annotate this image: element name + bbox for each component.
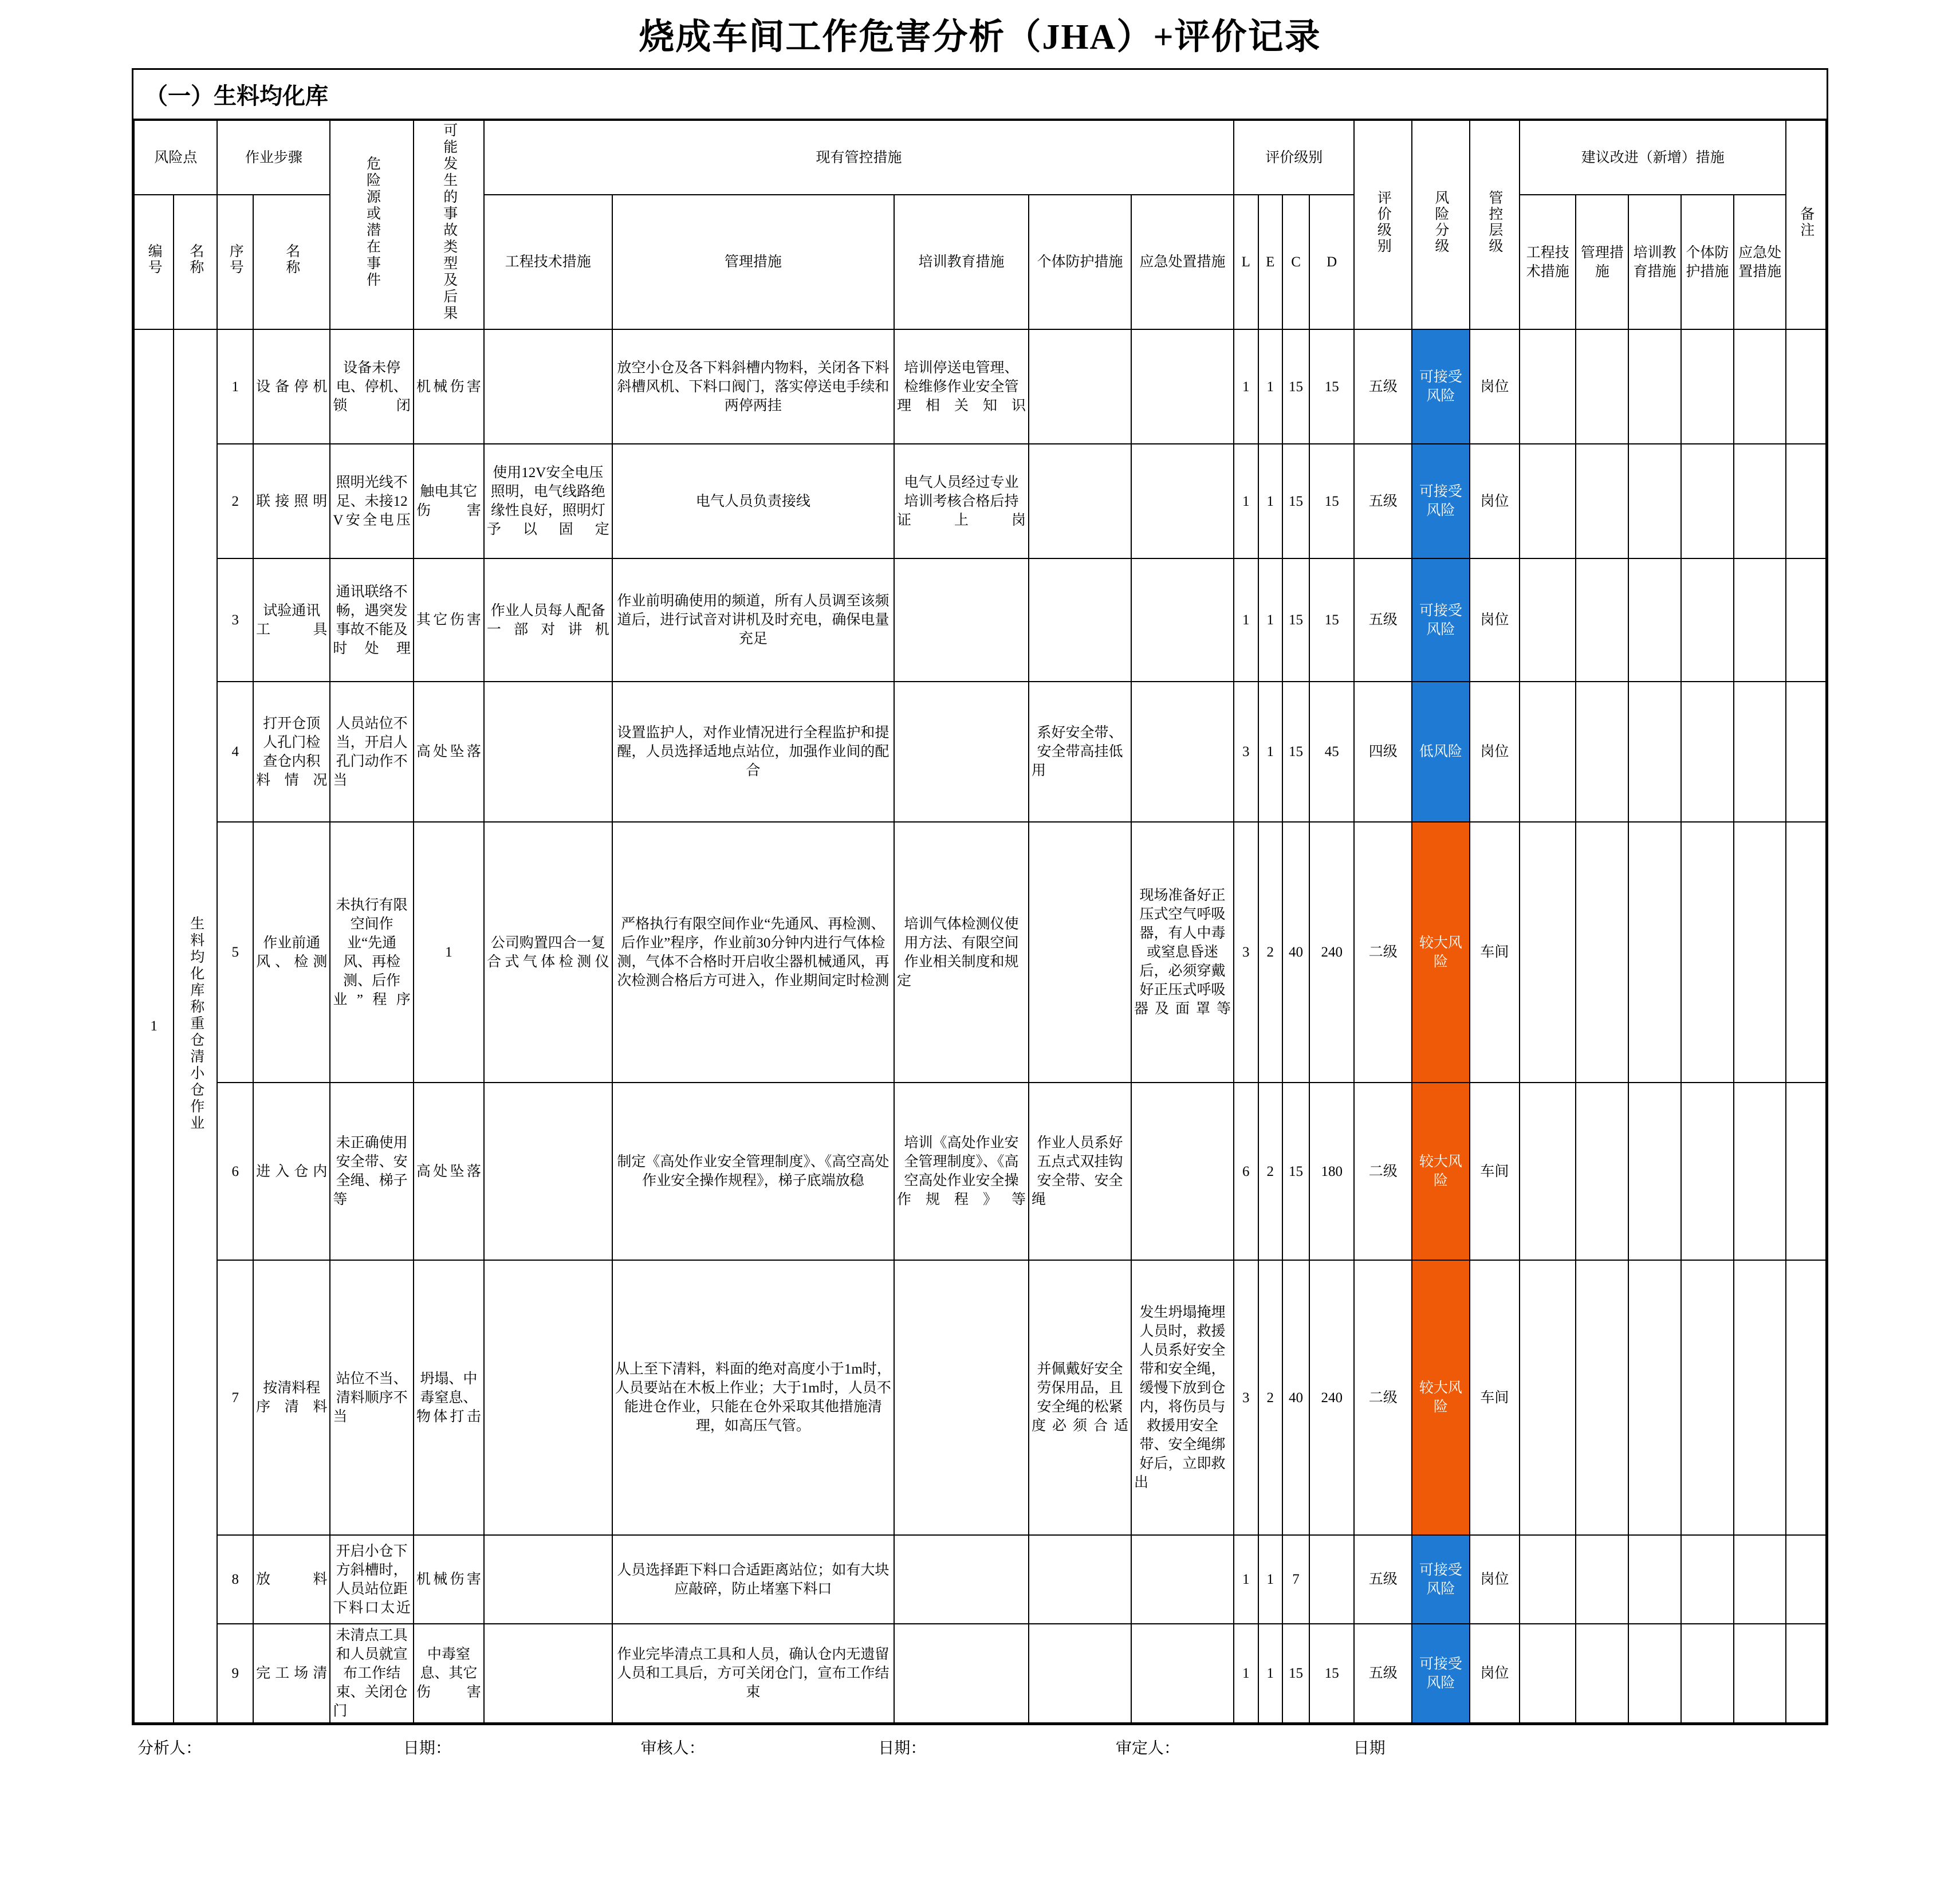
header-step-name (253, 195, 330, 329)
header-control-level (1470, 120, 1520, 329)
eval-level: 五级 (1354, 558, 1412, 682)
imp-training (1628, 558, 1681, 682)
value-C: 15 (1282, 1083, 1309, 1260)
remark (1786, 558, 1826, 682)
management-measure: 电气人员负责接线 (612, 444, 894, 558)
risk-grade-badge: 较大风险 (1412, 1260, 1470, 1535)
training-measure (894, 1260, 1029, 1535)
header-imp-ppe: 个体防护措施 (1681, 195, 1734, 329)
imp-ppe (1681, 558, 1734, 682)
value-E: 1 (1258, 329, 1283, 444)
table-row (134, 1083, 1826, 1260)
jha-sheet (132, 68, 1828, 1725)
imp-engineering (1520, 1083, 1576, 1260)
imp-management (1576, 822, 1628, 1083)
imp-ppe (1681, 1624, 1734, 1723)
header-improvements: 建议改进（新增）措施 (1520, 120, 1786, 195)
imp-training (1628, 444, 1681, 558)
remark (1786, 1535, 1826, 1624)
control-level: 岗位 (1470, 444, 1520, 558)
ppe-measure (1029, 1624, 1131, 1723)
header-step-name-label: 名称 (284, 243, 300, 276)
approver-date-label: 日期 (1353, 1740, 1386, 1757)
imp-emergency (1734, 329, 1786, 444)
header-risk-point: 风险点 (134, 120, 217, 195)
value-L: 1 (1234, 444, 1258, 558)
header-management: 管理措施 (612, 195, 894, 329)
step-no: 8 (217, 1535, 253, 1624)
engineering-measure: 使用12V安全电压照明，电气线路绝缘性良好，照明灯予以固定 (484, 444, 612, 558)
header-step-no-label: 序号 (227, 243, 243, 276)
training-measure (894, 682, 1029, 822)
imp-ppe (1681, 329, 1734, 444)
imp-management (1576, 1535, 1628, 1624)
eval-level: 五级 (1354, 1535, 1412, 1624)
imp-ppe (1681, 1260, 1734, 1535)
value-E: 2 (1258, 1083, 1283, 1260)
value-L: 1 (1234, 1624, 1258, 1723)
ppe-measure (1029, 329, 1131, 444)
training-measure: 培训《高处作业安全管理制度》、《高空高处作业安全操作规程》等 (894, 1083, 1029, 1260)
value-C: 40 (1282, 1260, 1309, 1535)
header-eval-group: 评价级别 (1234, 120, 1354, 195)
table-row (134, 558, 1826, 682)
ppe-measure: 作业人员系好五点式双挂钩安全带、安全绳 (1029, 1083, 1131, 1260)
step-no: 5 (217, 822, 253, 1083)
risk-grade-badge: 可接受风险 (1412, 1624, 1470, 1723)
value-D: 15 (1309, 444, 1354, 558)
remark (1786, 329, 1826, 444)
risk-grade-badge: 较大风险 (1412, 822, 1470, 1083)
risk-grade-badge: 可接受风险 (1412, 558, 1470, 682)
value-C: 15 (1282, 444, 1309, 558)
risk-grade-badge: 可接受风险 (1412, 1535, 1470, 1624)
imp-engineering (1520, 822, 1576, 1083)
eval-level: 二级 (1354, 1260, 1412, 1535)
engineering-measure (484, 1083, 612, 1260)
table-row (134, 329, 1826, 444)
emergency-measure (1131, 1083, 1234, 1260)
value-D (1309, 1535, 1354, 1624)
value-D: 45 (1309, 682, 1354, 822)
step-no: 9 (217, 1624, 253, 1723)
imp-engineering (1520, 682, 1576, 822)
hazard: 人员站位不当，开启人孔门动作不当 (330, 682, 413, 822)
imp-engineering (1520, 1260, 1576, 1535)
table-row (134, 444, 1826, 558)
header-risk-point-name-label: 名称 (187, 243, 203, 276)
engineering-measure (484, 1624, 612, 1723)
engineering-measure (484, 682, 612, 822)
control-level: 岗位 (1470, 329, 1520, 444)
hazard: 照明光线不足、未接12V安全电压 (330, 444, 413, 558)
training-measure: 电气人员经过专业培训考核合格后持证上岗 (894, 444, 1029, 558)
step-name: 放料 (253, 1535, 330, 1624)
eval-level: 二级 (1354, 822, 1412, 1083)
imp-training (1628, 1083, 1681, 1260)
hazard: 开启小仓下方斜槽时，人员站位距下料口太近 (330, 1535, 413, 1624)
step-no: 6 (217, 1083, 253, 1260)
value-D: 15 (1309, 329, 1354, 444)
value-L: 3 (1234, 682, 1258, 822)
engineering-measure (484, 1260, 612, 1535)
remark (1786, 1624, 1826, 1723)
imp-management (1576, 329, 1628, 444)
eval-level: 五级 (1354, 329, 1412, 444)
header-eval-level-label: 评价级别 (1375, 190, 1391, 254)
accident-type: 中毒窒息、其它伤害 (414, 1624, 484, 1723)
imp-management (1576, 1083, 1628, 1260)
step-name: 进入仓内 (253, 1083, 330, 1260)
reviewer-label: 审核人： (640, 1740, 705, 1757)
imp-ppe (1681, 1083, 1734, 1260)
hazard: 未清点工具和人员就宣布工作结束、关闭仓门 (330, 1624, 413, 1723)
header-training: 培训教育措施 (894, 195, 1029, 329)
step-name: 联接照明 (253, 444, 330, 558)
value-D: 180 (1309, 1083, 1354, 1260)
header-imp-training: 培训教育措施 (1628, 195, 1681, 329)
value-D: 240 (1309, 1260, 1354, 1535)
risk-grade-badge: 较大风险 (1412, 1083, 1470, 1260)
header-risk-point-no (134, 195, 174, 329)
accident-type: 机械伤害 (414, 329, 484, 444)
table-row (134, 1535, 1826, 1624)
accident-type: 机械伤害 (414, 1535, 484, 1624)
step-no: 7 (217, 1260, 253, 1535)
step-no: 3 (217, 558, 253, 682)
header-risk-grade-label: 风险分级 (1432, 190, 1449, 254)
step-name: 按清料程序清料 (253, 1260, 330, 1535)
accident-type: 坍塌、中毒窒息、物体打击 (414, 1260, 484, 1535)
remark (1786, 1260, 1826, 1535)
imp-emergency (1734, 1260, 1786, 1535)
step-no: 4 (217, 682, 253, 822)
management-measure: 作业完毕清点工具和人员，确认仓内无遗留人员和工具后，方可关闭仓门，宣布工作结束 (612, 1624, 894, 1723)
header-step-no (217, 195, 253, 329)
management-measure: 从上至下清料，料面的绝对高度小于1m时，人员要站在木板上作业；大于1m时，人员不能进仓作业，只能在仓外采取其他措施清理，如高压气管。 (612, 1260, 894, 1535)
engineering-measure: 公司购置四合一复合式气体检测仪 (484, 822, 612, 1083)
training-measure (894, 1535, 1029, 1624)
ppe-measure (1029, 558, 1131, 682)
imp-ppe (1681, 822, 1734, 1083)
risk-grade-badge: 可接受风险 (1412, 329, 1470, 444)
remark (1786, 822, 1826, 1083)
approver-label: 审定人： (1115, 1740, 1180, 1757)
management-measure: 严格执行有限空间作业“先通风、再检测、后作业”程序，作业前30分钟内进行气体检测，气体不合格时开启收尘器机械通风，再次检测合格后方可进入，作业期间定时检测 (612, 822, 894, 1083)
imp-emergency (1734, 1624, 1786, 1723)
imp-management (1576, 1260, 1628, 1535)
value-E: 1 (1258, 558, 1283, 682)
accident-type: 高处坠落 (414, 682, 484, 822)
step-name: 打开仓顶人孔门检查仓内积料情况 (253, 682, 330, 822)
value-C: 7 (1282, 1535, 1309, 1624)
page-title: 烧成车间工作危害分析（JHA）+评价记录 (639, 18, 1321, 57)
imp-training (1628, 329, 1681, 444)
emergency-measure (1131, 682, 1234, 822)
imp-management (1576, 682, 1628, 822)
analyst-date-label: 日期： (403, 1740, 451, 1757)
engineering-measure (484, 329, 612, 444)
imp-emergency (1734, 444, 1786, 558)
header-D: D (1309, 195, 1354, 329)
value-L: 3 (1234, 822, 1258, 1083)
table-row (134, 1624, 1826, 1723)
ppe-measure: 并佩戴好安全劳保用品，且安全绳的松紧度必须合适 (1029, 1260, 1131, 1535)
control-level: 车间 (1470, 1083, 1520, 1260)
hazard: 通讯联络不畅，遇突发事故不能及时处理 (330, 558, 413, 682)
imp-engineering (1520, 329, 1576, 444)
table-row (134, 682, 1826, 822)
accident-type: 高处坠落 (414, 1083, 484, 1260)
step-name: 设备停机 (253, 329, 330, 444)
emergency-measure (1131, 558, 1234, 682)
section-title: （一）生料均化库 (133, 70, 1827, 120)
training-measure (894, 1624, 1029, 1723)
remark (1786, 1083, 1826, 1260)
value-L: 1 (1234, 558, 1258, 682)
management-measure: 作业前明确使用的频道，所有人员调至该频道后，进行试音对讲机及时充电，确保电量充足 (612, 558, 894, 682)
emergency-measure (1131, 329, 1234, 444)
management-measure: 放空小仓及各下料斜槽内物料，关闭各下料斜槽风机、下料口阀门，落实停送电手续和两停两挂 (612, 329, 894, 444)
hazard: 设备未停电、停机、锁闭 (330, 329, 413, 444)
ppe-measure (1029, 822, 1131, 1083)
header-imp-engineering: 工程技术措施 (1520, 195, 1576, 329)
header-risk-grade (1412, 120, 1470, 329)
value-C: 15 (1282, 329, 1309, 444)
risk-grade-badge: 低风险 (1412, 682, 1470, 822)
header-accident-type-label: 可能发生的事故类型及后果 (441, 123, 457, 322)
engineering-measure: 作业人员每人配备一部对讲机 (484, 558, 612, 682)
header-existing-controls: 现有管控措施 (484, 120, 1234, 195)
risk-point-name-label: 生料均化库称重仓清小仓作业 (188, 915, 204, 1132)
value-E: 1 (1258, 1535, 1283, 1624)
header-row-1 (134, 120, 1826, 195)
header-hazard (330, 120, 413, 329)
eval-level: 五级 (1354, 444, 1412, 558)
imp-training (1628, 1260, 1681, 1535)
training-measure: 培训停送电管理、检维修作业安全管理相关知识 (894, 329, 1029, 444)
hazard: 未执行有限空间作业“先通风、再检测、后作业”程序 (330, 822, 413, 1083)
step-name: 作业前通风、检测 (253, 822, 330, 1083)
hazard: 未正确使用安全带、安全绳、梯子等 (330, 1083, 413, 1260)
header-L: L (1234, 195, 1258, 329)
header-hazard-label: 危险源或潜在事件 (364, 156, 380, 289)
value-D: 15 (1309, 558, 1354, 682)
eval-level: 二级 (1354, 1083, 1412, 1260)
step-name: 试验通讯工具 (253, 558, 330, 682)
imp-emergency (1734, 1083, 1786, 1260)
emergency-measure (1131, 1535, 1234, 1624)
eval-level: 五级 (1354, 1624, 1412, 1723)
imp-training (1628, 1624, 1681, 1723)
value-L: 6 (1234, 1083, 1258, 1260)
header-control-level-label: 管控层级 (1486, 190, 1502, 254)
header-risk-point-name (174, 195, 217, 329)
management-measure: 设置监护人，对作业情况进行全程监护和提醒，人员选择适地点站位，加强作业间的配合 (612, 682, 894, 822)
eval-level: 四级 (1354, 682, 1412, 822)
emergency-measure: 现场准备好正压式空气呼吸器，有人中毒或窒息昏迷后，必须穿戴好正压式呼吸器及面罩等 (1131, 822, 1234, 1083)
engineering-measure (484, 1535, 612, 1624)
header-accident-type (414, 120, 484, 329)
control-level: 车间 (1470, 1260, 1520, 1535)
remark (1786, 682, 1826, 822)
header-job-steps: 作业步骤 (217, 120, 330, 195)
header-imp-management: 管理措施 (1576, 195, 1628, 329)
reviewer-date-label: 日期： (878, 1740, 927, 1757)
imp-training (1628, 822, 1681, 1083)
remark (1786, 444, 1826, 558)
ppe-measure (1029, 444, 1131, 558)
imp-ppe (1681, 1535, 1734, 1624)
imp-management (1576, 444, 1628, 558)
signature-footer (132, 1725, 1828, 1758)
imp-engineering (1520, 444, 1576, 558)
control-level: 岗位 (1470, 682, 1520, 822)
value-C: 40 (1282, 822, 1309, 1083)
imp-training (1628, 1535, 1681, 1624)
ppe-measure (1029, 1535, 1131, 1624)
value-D: 240 (1309, 822, 1354, 1083)
header-ppe: 个体防护措施 (1029, 195, 1131, 329)
value-E: 2 (1258, 822, 1283, 1083)
value-C: 15 (1282, 1624, 1309, 1723)
step-name: 完工场清 (253, 1624, 330, 1723)
control-level: 车间 (1470, 822, 1520, 1083)
table-row (134, 1260, 1826, 1535)
analyst-label: 分析人： (137, 1740, 202, 1757)
header-C: C (1282, 195, 1309, 329)
step-no: 2 (217, 444, 253, 558)
header-E: E (1258, 195, 1283, 329)
imp-management (1576, 1624, 1628, 1723)
value-D: 15 (1309, 1624, 1354, 1723)
control-level: 岗位 (1470, 558, 1520, 682)
emergency-measure (1131, 1624, 1234, 1723)
value-L: 1 (1234, 1535, 1258, 1624)
imp-training (1628, 682, 1681, 822)
accident-type: 其它伤害 (414, 558, 484, 682)
header-eval-level (1354, 120, 1412, 329)
imp-engineering (1520, 1535, 1576, 1624)
value-E: 2 (1258, 1260, 1283, 1535)
value-L: 3 (1234, 1260, 1258, 1535)
value-E: 1 (1258, 682, 1283, 822)
imp-ppe (1681, 444, 1734, 558)
risk-grade-badge: 可接受风险 (1412, 444, 1470, 558)
risk-point-no: 1 (134, 329, 174, 1723)
header-engineering: 工程技术措施 (484, 195, 612, 329)
header-risk-point-no-label: 编号 (146, 243, 162, 276)
value-C: 15 (1282, 682, 1309, 822)
imp-emergency (1734, 1535, 1786, 1624)
imp-emergency (1734, 822, 1786, 1083)
emergency-measure: 发生坍塌掩埋人员时，救援人员系好安全带和安全绳，缓慢下放到仓内，将伤员与救援用安全带、安全绳绑好后，立即救出 (1131, 1260, 1234, 1535)
imp-emergency (1734, 558, 1786, 682)
value-E: 1 (1258, 444, 1283, 558)
ppe-measure: 系好安全带、安全带高挂低用 (1029, 682, 1131, 822)
value-C: 15 (1282, 558, 1309, 682)
header-emergency: 应急处置措施 (1131, 195, 1234, 329)
emergency-measure (1131, 444, 1234, 558)
management-measure: 人员选择距下料口合适距离站位；如有大块应敲碎，防止堵塞下料口 (612, 1535, 894, 1624)
risk-point-name (174, 329, 217, 1723)
management-measure: 制定《高处作业安全管理制度》、《高空高处作业安全操作规程》，梯子底端放稳 (612, 1083, 894, 1260)
accident-type: 触电其它伤害 (414, 444, 484, 558)
header-remark (1786, 120, 1826, 329)
jha-table (133, 120, 1827, 1723)
control-level: 岗位 (1470, 1535, 1520, 1624)
step-no: 1 (217, 329, 253, 444)
training-measure: 培训气体检测仪使用方法、有限空间作业相关制度和规定 (894, 822, 1029, 1083)
accident-type: 1 (414, 822, 484, 1083)
value-L: 1 (1234, 329, 1258, 444)
training-measure (894, 558, 1029, 682)
imp-management (1576, 558, 1628, 682)
header-remark-label: 备注 (1798, 206, 1814, 238)
header-imp-emergency: 应急处置措施 (1734, 195, 1786, 329)
hazard: 站位不当、清料顺序不当 (330, 1260, 413, 1535)
value-E: 1 (1258, 1624, 1283, 1723)
table-row (134, 822, 1826, 1083)
imp-engineering (1520, 1624, 1576, 1723)
imp-engineering (1520, 558, 1576, 682)
imp-emergency (1734, 682, 1786, 822)
imp-ppe (1681, 682, 1734, 822)
control-level: 岗位 (1470, 1624, 1520, 1723)
